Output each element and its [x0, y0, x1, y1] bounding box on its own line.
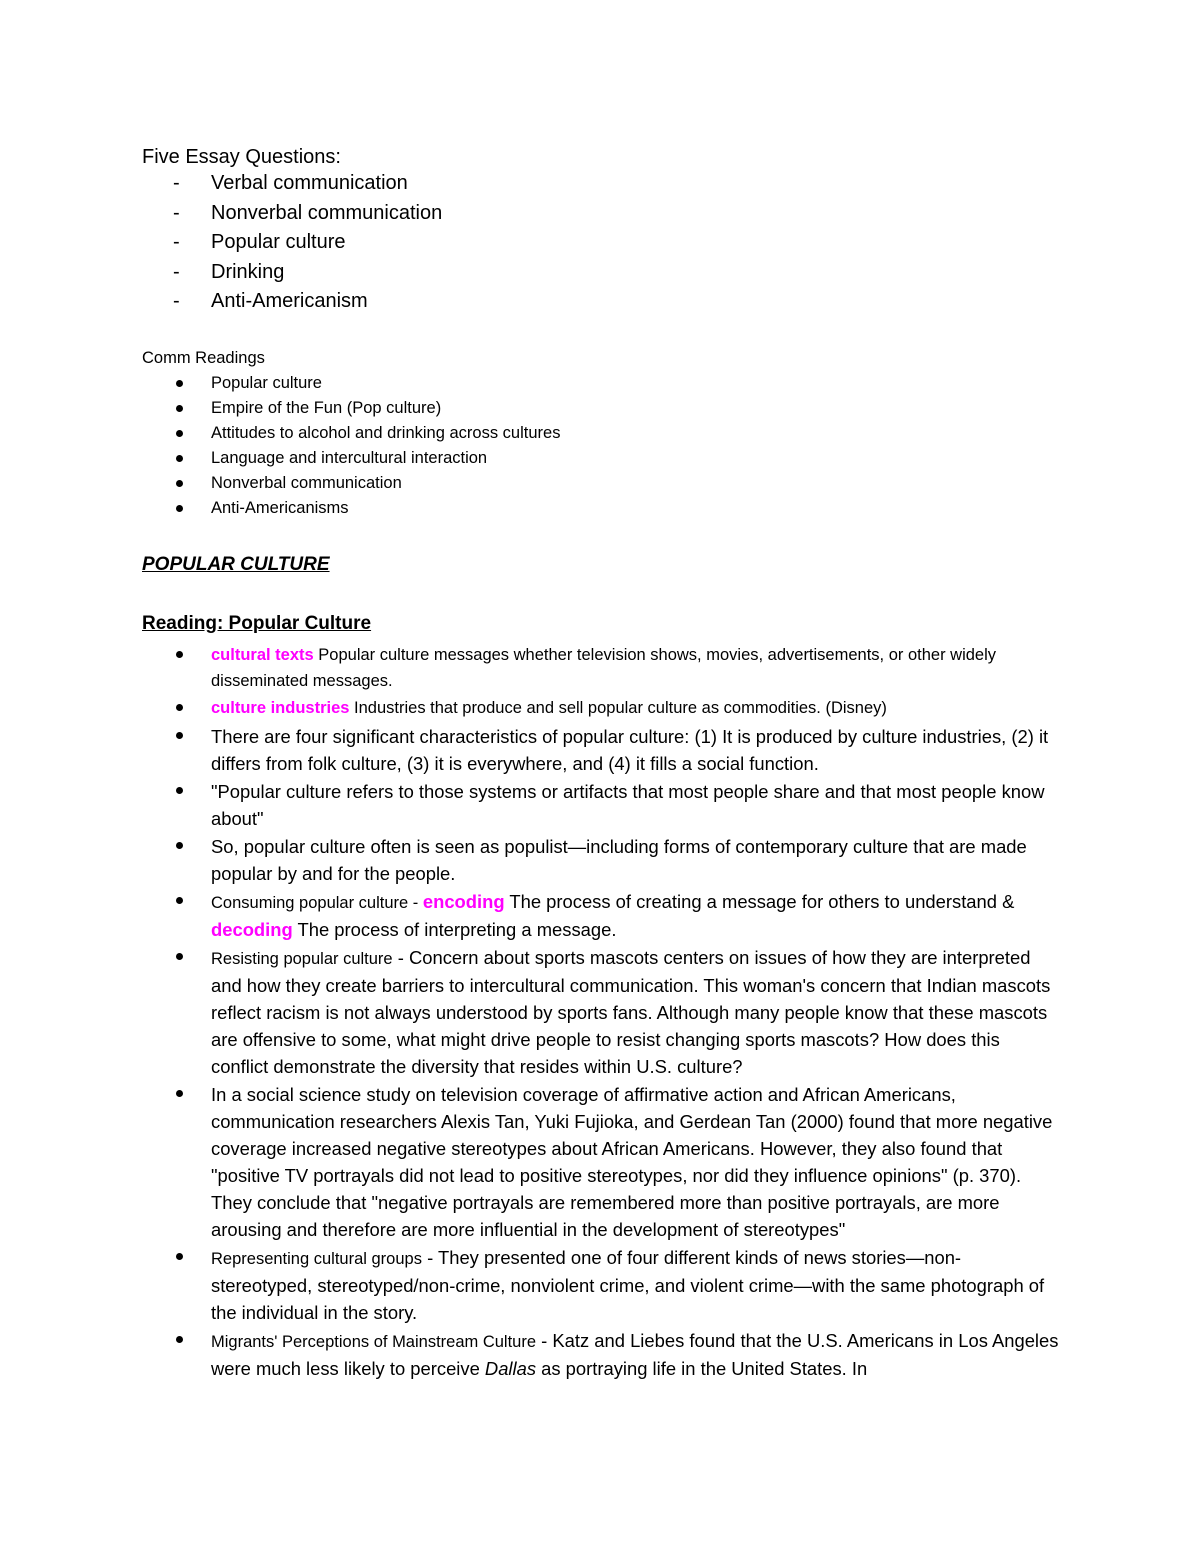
- note-text: In a social science study on television coverage of affirmative action and African Americans, communication researchers Alexis Tan, Yuki Fujioka, and Gerdean Tan (2000) found that more negative coverage increased negative stereotypes about African Americans. However, they also found that "positive TV portrayals did not lead to positive stereotypes, nor did they influence opinions" (p. 370). They conclude that "negative portrayals are remembered more than positive portrayals, are more arousing and therefore are more influential in the development of stereotypes": [211, 1084, 1053, 1240]
- note-text: So, popular culture often is seen as populist—including forms of contemporary culture that are made popular by and for the people.: [211, 836, 1027, 884]
- note-text: "Popular culture refers to those systems or artifacts that most people share and that most people know about": [211, 781, 1045, 829]
- note-text: culture industries Industries that produce and sell popular culture as commodities. (Disney): [211, 699, 887, 717]
- list-item: [0, 723, 1061, 777]
- list-item: [0, 778, 1061, 832]
- italic-title: Dallas: [484, 1358, 537, 1379]
- section-title: POPULAR CULTURE: [142, 554, 330, 575]
- note-text: cultural texts Popular culture messages whether television shows, movies, advertisements, or other widely disseminated messages.: [211, 646, 997, 690]
- reading-title: Reading: Popular Culture: [142, 613, 372, 634]
- bullet-icon: [176, 1336, 183, 1343]
- list-item: [0, 944, 1061, 1080]
- bullet-icon: [176, 480, 183, 487]
- list-item: [0, 642, 1061, 694]
- bullet-icon: [176, 953, 183, 960]
- note-label: Representing cultural groups: [211, 1250, 422, 1268]
- bullet-icon: [176, 380, 183, 387]
- comm-readings-heading: Comm Readings: [142, 349, 265, 367]
- bullet-icon: [176, 455, 183, 462]
- key-term: decoding: [211, 919, 293, 940]
- key-term: culture industries: [211, 699, 350, 717]
- bullet-icon: [176, 430, 183, 437]
- bullet-icon: [176, 842, 183, 849]
- bullet-icon: [176, 505, 183, 512]
- note-text: Representing cultural groups - They presented one of four different kinds of news stories—non-stereotyped, stereotyped/non-crime, nonviolent crime, and violent crime—with the same photograph of the individual in the story.: [211, 1247, 1045, 1323]
- key-term: encoding: [422, 891, 505, 912]
- note-text: Migrants' Perceptions of Mainstream Culture - Katz and Liebes found that the U.S. Americans in Los Angeles were much less likely to perceive Dallas as portraying life in the United States. In: [211, 1330, 1059, 1379]
- dash-marker: -: [173, 172, 180, 194]
- bullet-icon: [176, 732, 183, 739]
- list-item: [0, 695, 1061, 721]
- list-item: [0, 833, 1061, 887]
- reading-notes-list: [0, 642, 1200, 1382]
- list-item: [0, 888, 1061, 943]
- bullet-icon: [176, 897, 183, 904]
- note-text: Resisting popular culture - Concern about sports mascots centers on issues of how they are interpreted and how they create barriers to intercultural communication. This woman's concern that Indian mascots reflect racism is not always understood by sports fans. Although many people know that these mascots are offensive to some, what might drive people to resist changing sports mascots? How does this conflict demonstrate the diversity that resides within U.S. culture?: [211, 947, 1051, 1077]
- bullet-icon: [176, 405, 183, 412]
- note-label: Migrants' Perceptions of Mainstream Culture: [211, 1333, 537, 1351]
- dash-marker: -: [173, 260, 180, 283]
- key-term: cultural texts: [211, 646, 314, 664]
- bullet-icon: [176, 787, 183, 794]
- dash-marker: -: [173, 290, 180, 313]
- list-item: [0, 1081, 1061, 1243]
- note-text: Consuming popular culture - encoding The process of creating a message for others to understand & decoding The process of interpreting a message.: [211, 891, 1015, 940]
- note-text: There are four significant characteristics of popular culture: (1) It is produced by culture industries, (2) it differs from folk culture, (3) it is everywhere, and (4) it fills a social function.: [211, 726, 1049, 774]
- list-item: [0, 1244, 1061, 1326]
- bullet-icon: [176, 651, 183, 658]
- bullet-icon: [176, 1253, 183, 1260]
- list-item: [0, 1327, 1061, 1382]
- bullet-icon: [176, 704, 183, 711]
- document-page: Five Essay Questions: - Verbal communication - Nonverbal communication - Popular culture - Drinking - Anti-Americanism Comm Readings Popular culture Empire of the Fun (Pop culture) Attitudes to alcohol and drinking across cultures Language and intercultural interaction Nonverbal communication Anti-Americanisms POPULAR CULTURE Reading: Popular Culture cultural texts Popular culture messages whether television shows, movies, advertisements, or other widely disseminated messages. culture industries Industries that produce and sell popular culture as commodities. (Disney) There are four significant characteristics of popular culture: (1) It is produced by culture industries, (2) it differs from folk culture, (3) it is everywhere, and (4) it fills a social function. "Popular culture refers to those systems or artifacts that most people share and that most people know about" So, popular culture often is seen as populist—including forms of contemporary culture that are made popular by and for the people. Consuming popular culture - encoding The process of creating a message for others to understand & decoding The process of interpreting a message. Resisting popular culture - Concern about sports mascots centers on issues of how they are interpreted and how they create barriers to intercultural communication. This woman's concern that Indian mascots reflect racism is not always understood by sports fans. Although many people know that these mascots are offensive to some, what might drive people to resist changing sports mascots? How does this conflict demonstrate the diversity that resides within U.S. culture? In a social science study on television coverage of affirmative action and African Americans, communication researchers Alexis Tan, Yuki Fujioka, and Gerdean Tan (2000) found that more negative coverage increased negative stereotypes about African Americans. However, they also found that "positive TV portrayals did not lead to positive stereotypes, nor did they influence opinions" (p. 370). They conclude that "negative portrayals are remembered more than positive portrayals, are more arousing and therefore are more influential in the development of stereotypes" Representing cultural groups - They presented one of four different kinds of news stories—non-stereotyped, stereotyped/non-crime, nonviolent crime, and violent crime—with the same photograph of the individual in the story. Migrants' Perceptions of Mainstream Culture - Katz and Liebes found that the U.S. Americans in Los Angeles were much less likely to perceive Dallas as portraying life in the United States. In: [0, 0, 1200, 1553]
- note-label: Consuming popular culture -: [211, 894, 423, 912]
- dash-marker: -: [173, 201, 180, 224]
- essay-questions-heading: Five Essay Questions:: [142, 146, 341, 168]
- bullet-icon: [176, 1090, 183, 1097]
- note-label: Resisting popular culture: [211, 950, 393, 968]
- dash-marker: -: [173, 231, 180, 254]
